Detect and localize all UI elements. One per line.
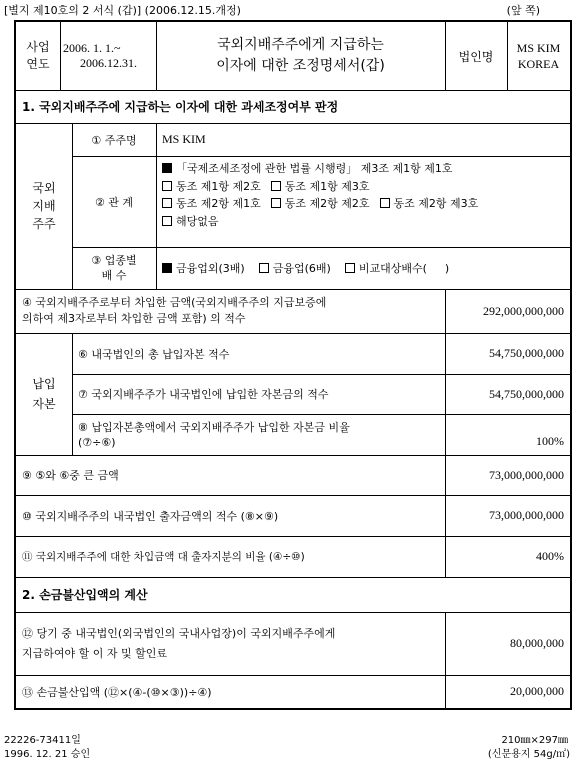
paper-type: (신문용지 54g/㎡) [487, 749, 570, 760]
period-to: 2006.12.31. [80, 56, 137, 70]
industry-option[interactable]: 금융업외(3배) [162, 260, 245, 276]
industry-option[interactable]: 비교대상배수( ) [345, 260, 449, 276]
approval-date: 1996. 12. 21 승인 [4, 749, 91, 760]
title-line-2: 이자에 대한 조정명세서(갑) [216, 58, 385, 74]
row11-value: 400% [536, 549, 564, 563]
row7-value: 54,750,000,000 [489, 386, 564, 401]
row12-value: 80,000,000 [510, 636, 564, 650]
row13-label: ⑬ 손금불산입액 (⑫×(④-(⑩×③))÷④) [22, 685, 212, 699]
page-side: (앞 쪽) [506, 4, 540, 17]
relation-option[interactable]: 해당없음 [162, 215, 219, 228]
row5-block [16, 22, 570, 708]
industry-option[interactable]: 금융업(6배) [259, 260, 331, 276]
row6-label: ⑥ 내국법인의 총 납입자본 적수 [78, 347, 230, 361]
row6-value: 54,750,000,000 [489, 346, 564, 360]
form-code: 22226-73411일 [4, 735, 81, 746]
row12-label: ⑫ 당기 중 내국법인(외국법인의 국내사업장)이 국외지배주주에게 지급하여야 할 이 자 및 할인료 [22, 626, 336, 660]
row11-label: ⑪ 국외지배주주에 대한 차입금액 대 출자지분의 비율 (④÷⑩) [22, 551, 305, 563]
paid-capital-label: 납입 자본 [32, 377, 56, 411]
title-line-1: 국외지배주주에게 지급하는 [217, 37, 384, 53]
relation-label: ② 관 계 [94, 195, 134, 209]
row8-value: 100% [536, 434, 564, 448]
shareholder-group-label: 국외 지배 주주 [32, 181, 56, 231]
period-from: 2006. 1. 1.~ [63, 41, 121, 55]
row13-value: 20,000,000 [510, 684, 564, 698]
row7-label: ⑦ 국외지배주주가 내국법인에 납입한 자본금의 적수 [78, 388, 329, 401]
corp-name-value: MS KIM KOREA [516, 41, 561, 71]
row8-label: ⑧ 납입자본총액에서 국외지배주주가 납입한 자본금 비율 (⑦÷⑥) [78, 420, 350, 449]
relation-option[interactable]: 동조 제2항 제1호 [162, 197, 261, 210]
row4-label: ④ 국외지배주주로부터 차입한 금액(국외지배주주의 지급보증에 의하여 제3자로부터 차입한 금액 포함) 의 적수 [22, 296, 327, 325]
row4-value: 292,000,000,000 [483, 303, 564, 318]
section2-title: 2. 손금불산입액의 계산 [22, 588, 148, 602]
relation-option[interactable]: 동조 제1항 제3호 [271, 180, 370, 193]
row10-label: ⑩ 국외지배주주의 내국법인 출자금액의 적수 (⑧×⑨) [22, 509, 279, 523]
shareholder-name-label: ① 주주명 [91, 133, 137, 147]
row10-value: 73,000,000,000 [489, 508, 564, 522]
relation-option[interactable]: 「국제조세조정에 관한 법률 시행령」 제3조 제1항 제1호 [162, 162, 453, 175]
row9-value: 73,000,000,000 [489, 467, 564, 482]
relation-option[interactable]: 동조 제2항 제3호 [380, 197, 479, 210]
section1-title: 1. 국외지배주주에 지급하는 이자에 대한 과세조정여부 판정 [22, 100, 339, 114]
industry-multiplier-label: ③ 업종별 배 수 [91, 254, 137, 282]
relation-option[interactable]: 동조 제2항 제2호 [271, 197, 370, 210]
shareholder-name-value: MS KIM [162, 132, 206, 146]
corp-name-label: 법인명 [458, 49, 494, 64]
row9-label: ⑨ ⑤와 ⑥중 큰 금액 [22, 469, 119, 482]
form-number: [별지 제10호의 2 서식 (갑)] (2006.12.15.개정) [4, 4, 241, 17]
relation-option[interactable]: 동조 제1항 제2호 [162, 180, 261, 193]
business-year-label: 사업 연도 [26, 40, 50, 71]
paper-size: 210㎜×297㎜ [501, 735, 568, 746]
